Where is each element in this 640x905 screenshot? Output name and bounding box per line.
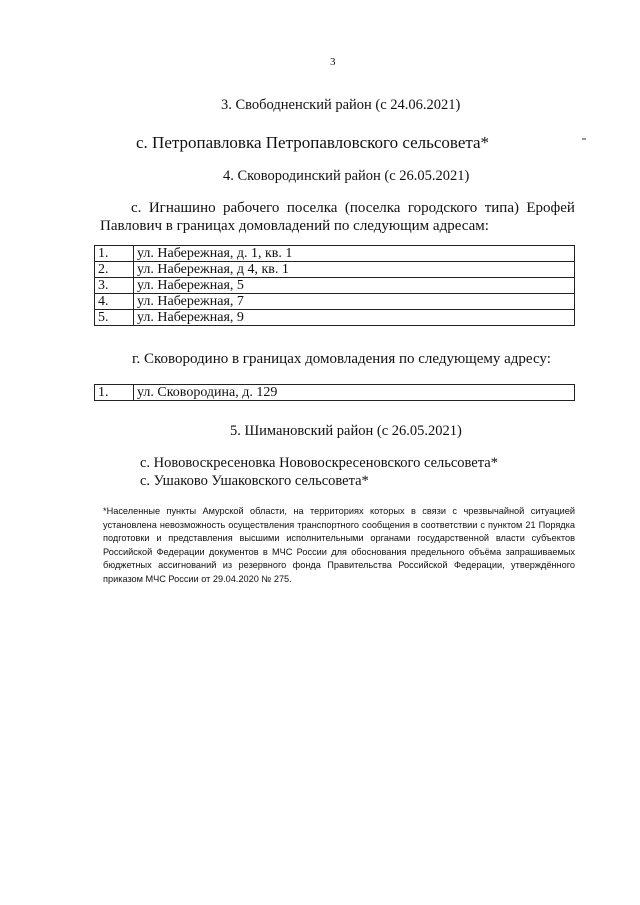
paragraph-skovorodino-town: г. Сковородино в границах домовладения по следующему адресу: — [132, 351, 551, 367]
row-number: 1. — [95, 385, 134, 401]
row-address: ул. Набережная, 9 — [134, 310, 575, 326]
table-row — [95, 310, 575, 326]
para-word: (поселка — [344, 200, 401, 216]
para-word: с. — [131, 200, 142, 216]
row-number: 2. — [95, 262, 134, 278]
paragraph-ignashino-line1 — [100, 200, 575, 217]
table-row — [95, 262, 575, 278]
scan-mark — [582, 138, 586, 140]
address-table-skovorodino — [94, 384, 575, 401]
table-row — [95, 278, 575, 294]
row-number: 4. — [95, 294, 134, 310]
heading-shimanovsk-district: 5. Шимановский район (с 26.05.2021) — [230, 423, 462, 439]
para-word: Игнашино — [148, 200, 216, 216]
address-table-ignashino — [94, 245, 575, 326]
table-row — [95, 246, 575, 262]
row-address: ул. Набережная, д 4, кв. 1 — [134, 262, 575, 278]
footnote: *Населенные пункты Амурской области, на территориях которых в связи с чрезвычайной ситуацией установлена невозможность осуществления транспортного сообщения в соответствии с пунктом 21 Порядка подготовки и представления высшими исполнительными органами государственной власти субъектов Российской Федерации документов в МЧС России для обоснования предельного объёма запрашиваемых бюджетных ассигнований из резервного фонда Правительства Российской Федерации, утверждённого приказом МЧС России от 29.04.2020 № 275. — [103, 506, 575, 584]
row-address: ул. Сковородина, д. 129 — [134, 385, 575, 401]
paragraph-ignashino-line2: Павлович в границах домовладений по следующим адресам: — [100, 218, 489, 234]
page-number: 3 — [330, 56, 336, 68]
village-petropavlovka: с. Петропавловка Петропавловского сельсовета* — [136, 133, 490, 152]
para-word: городского — [407, 200, 478, 216]
table-row — [95, 294, 575, 310]
row-address: ул. Набережная, 5 — [134, 278, 575, 294]
row-address: ул. Набережная, 7 — [134, 294, 575, 310]
para-word: рабочего — [223, 200, 280, 216]
para-word: Ерофей — [526, 200, 575, 216]
para-word: поселка — [286, 200, 338, 216]
row-number: 5. — [95, 310, 134, 326]
row-number: 3. — [95, 278, 134, 294]
heading-svobodny-district: 3. Свободненский район (с 24.06.2021) — [221, 97, 461, 113]
village-novovoskresenovka: с. Нововоскресеновка Нововоскресеновского сельсовета* — [140, 455, 498, 471]
table-row — [95, 385, 575, 401]
row-address: ул. Набережная, д. 1, кв. 1 — [134, 246, 575, 262]
village-ushakovo: с. Ушаково Ушаковского сельсовета* — [140, 473, 369, 489]
heading-skovorodino-district: 4. Сковородинский район (с 26.05.2021) — [223, 168, 470, 184]
para-word: типа) — [484, 200, 519, 216]
row-number: 1. — [95, 246, 134, 262]
